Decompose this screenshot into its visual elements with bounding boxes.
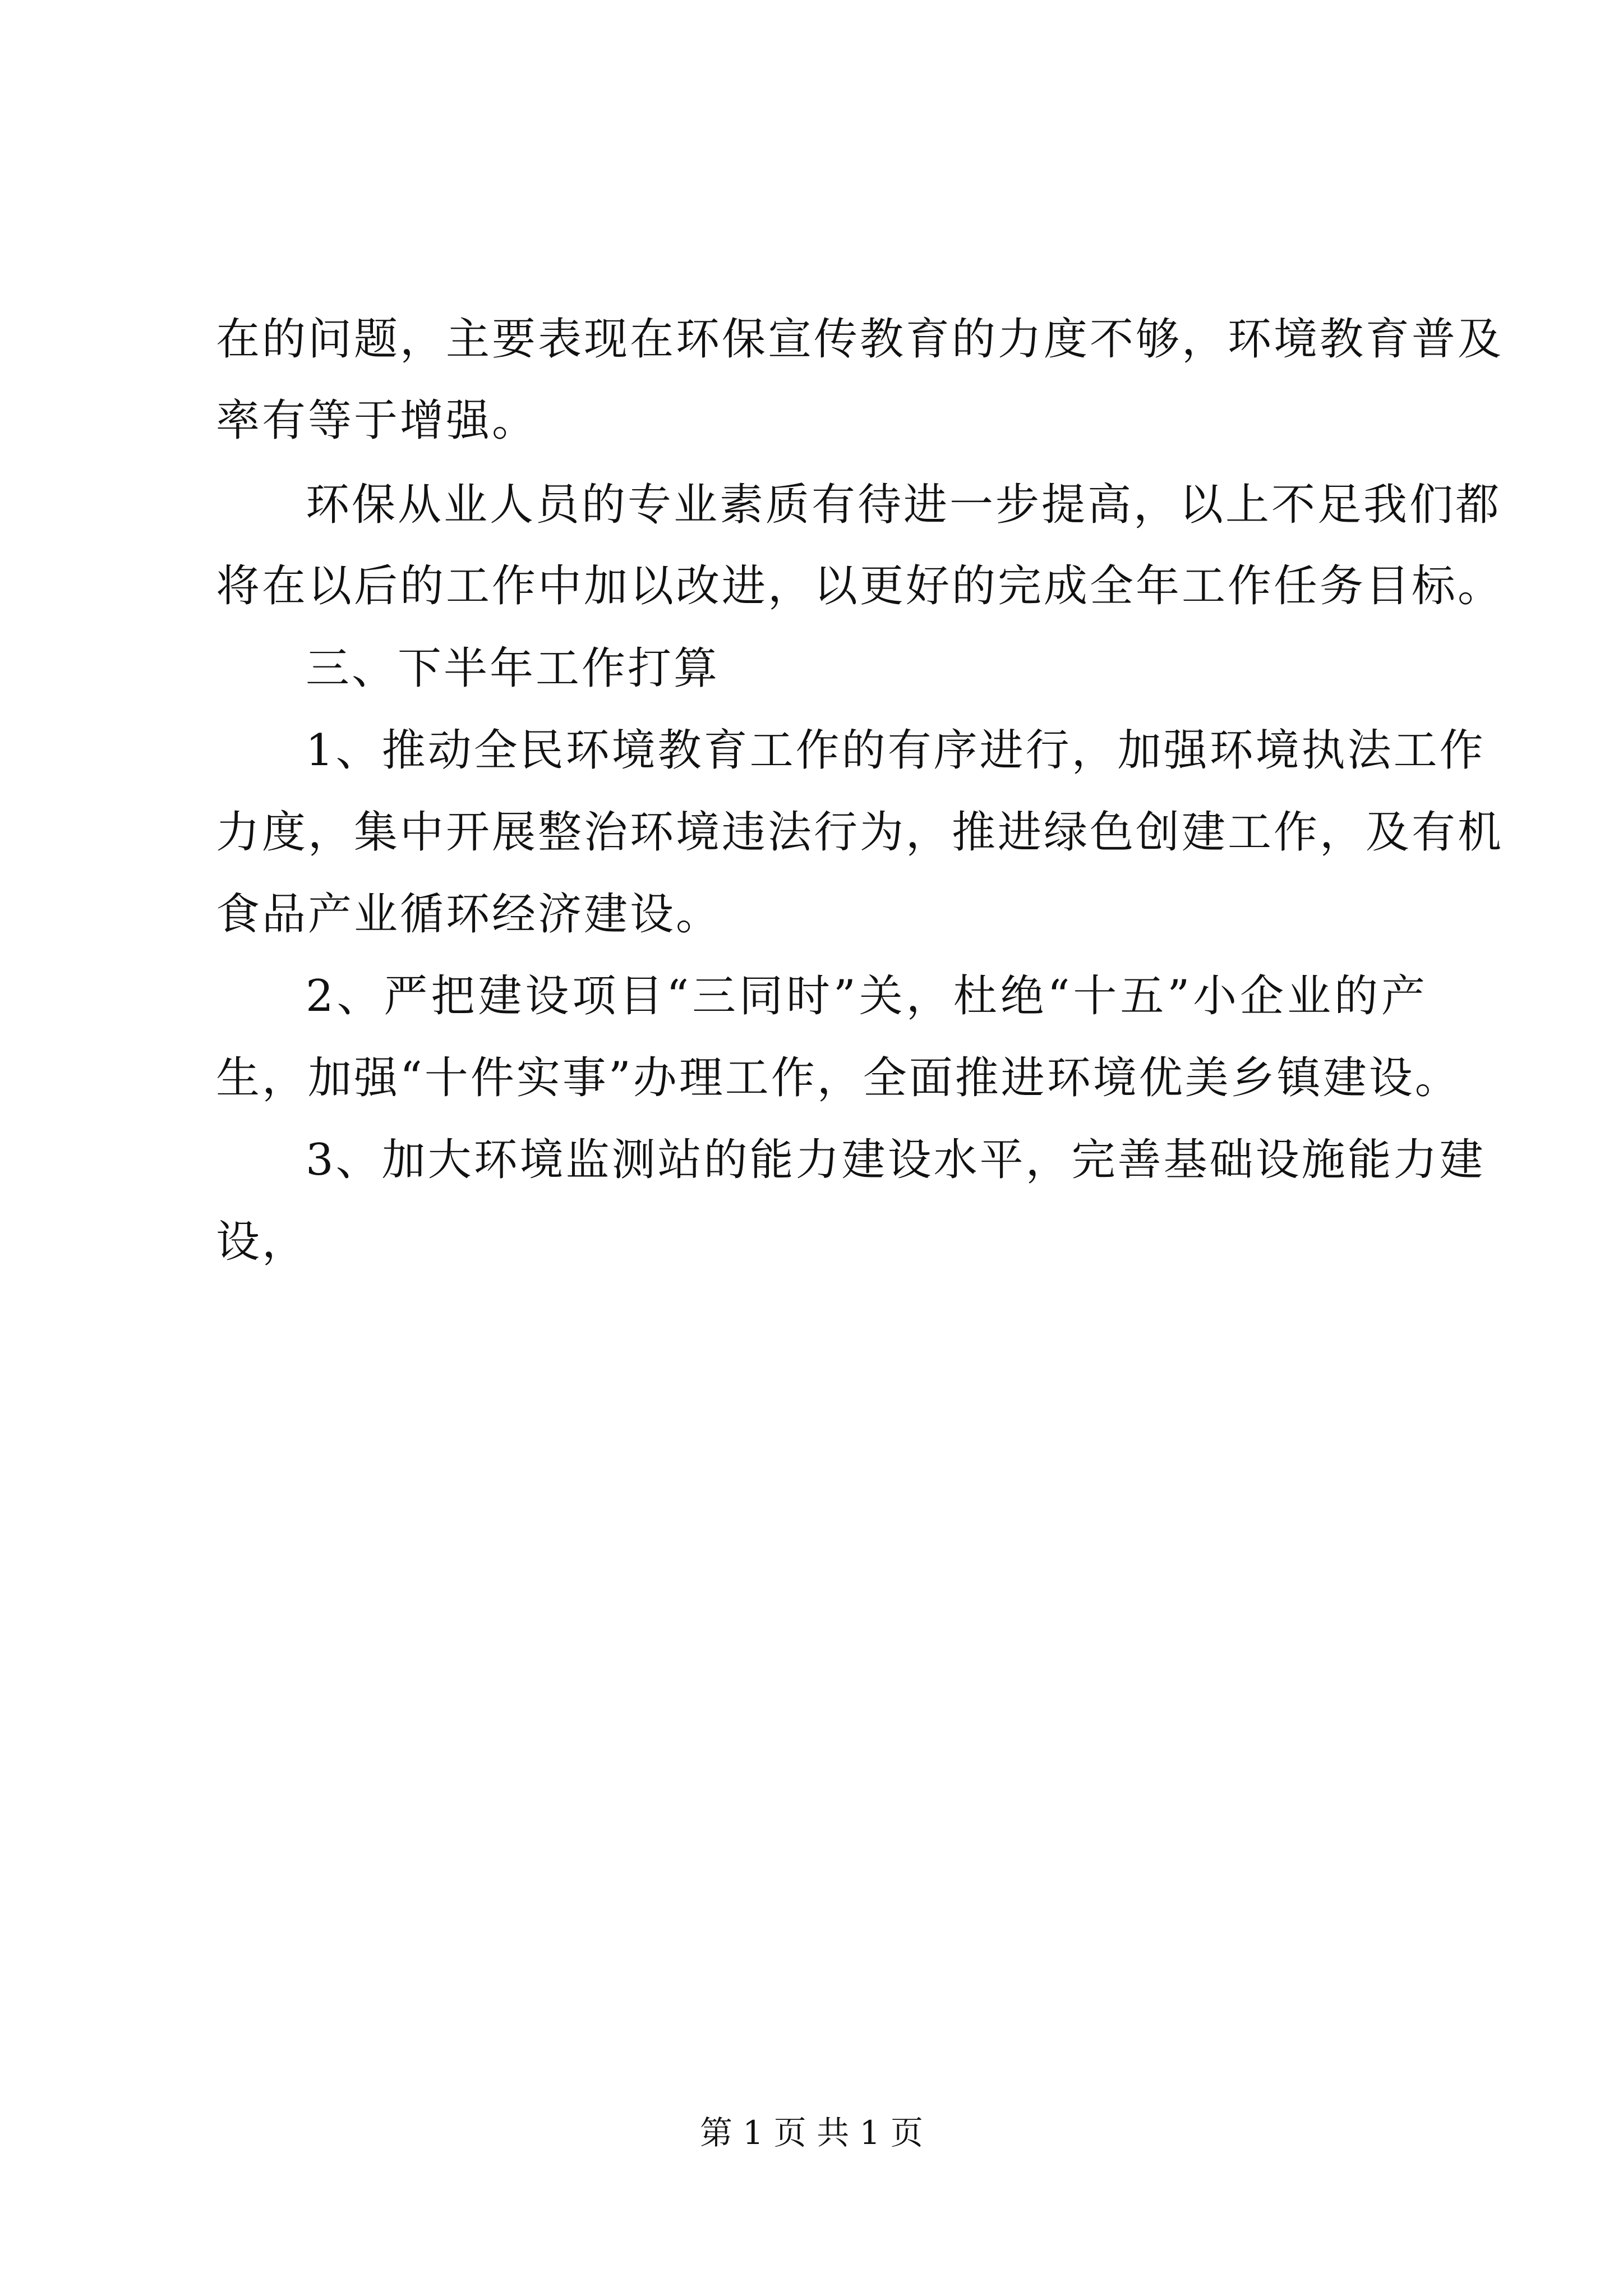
section-heading: 三、下半年工作打算 [306,643,720,694]
paragraph-line: 力度，集中开展整治环境违法行为，推进绿色创建工作，及有机 [216,807,1504,858]
paragraph-line: 在的问题，主要表现在环保宣传教育的力度不够，环境教育普及 [216,314,1504,365]
paragraph-line: 生，加强“十件实事”办理工作，全面推进环境优美乡镇建设。 [216,1053,1461,1103]
page-number-footer: 第 1 页 共 1 页 [700,2114,923,2152]
paragraph-line: 2、严把建设项目“三同时”关，杜绝“十五”小企业的产 [306,971,1427,1022]
paragraph-line: 将在以后的工作中加以改进，以更好的完成全年工作任务目标。 [216,561,1504,611]
paragraph-line: 设， [216,1217,308,1267]
paragraph-line: 3、加大环境监测站的能力建设水平，完善基础设施能力建 [306,1135,1486,1185]
paragraph-line: 环保从业人员的专业素质有待进一步提高，以上不足我们都 [306,480,1502,530]
paragraph-line: 率有等于增强。 [216,395,538,446]
paragraph-line: 食品产业循环经济建设。 [216,889,722,940]
paragraph-line: 1、推动全民环境教育工作的有序进行，加强环境执法工作 [306,725,1486,776]
